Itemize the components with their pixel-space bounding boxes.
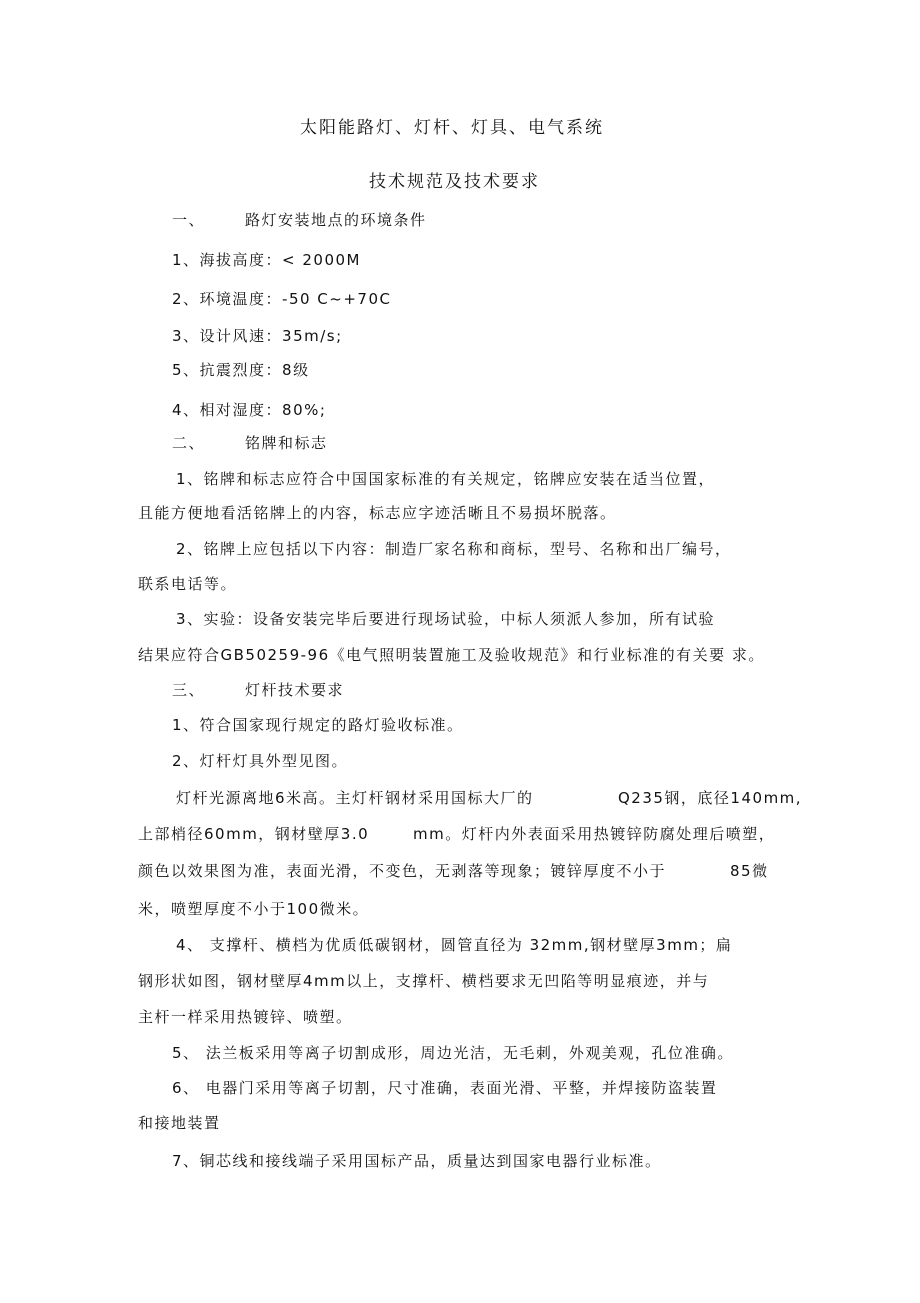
pole-spec-line-3: 颜色以效果图为准，表面光滑，不变色，无剥落等现象；镀锌厚度不小于 xyxy=(138,862,667,880)
pole-spec-line-1: 灯杆光源离地6米高。主灯杆钢材采用国标大厂的 xyxy=(176,789,534,807)
pole-item-7: 7、铜芯线和接线端子采用国标产品，质量达到国家电器行业标准。 xyxy=(172,1152,662,1170)
nameplate-para-2-line-1: 2、铭牌上应包括以下内容：制造厂家名称和商标，型号、名称和出厂编号， xyxy=(176,540,732,558)
env-item-temperature: 2、环境温度：-50 C~+70C xyxy=(172,290,392,308)
section-2-number: 二、 xyxy=(172,434,206,452)
section-3-number: 三、 xyxy=(172,681,206,699)
pole-item-5: 5、 法兰板采用等离子切割成形，周边光洁，无毛刺，外观美观，孔位准确。 xyxy=(172,1044,734,1062)
nameplate-para-3-line-1: 3、实验：设备安装完毕后要进行现场试验，中标人须派人参加，所有试验 xyxy=(176,610,716,628)
pole-item-6-line-1: 6、 电器门采用等离子切割，尺寸准确，表面光滑、平整，并焊接防盗装置 xyxy=(172,1079,718,1097)
env-item-humidity: 4、相对湿度：80%; xyxy=(172,401,327,419)
section-1-heading xyxy=(172,210,427,230)
env-item-seismic: 5、抗震烈度：8级 xyxy=(172,361,310,379)
nameplate-para-3-line-2: 结果应符合GB50259-96《电气照明装置施工及验收规范》和行业标准的有关要 求。 xyxy=(138,646,765,664)
nameplate-para-1-line-2: 且能方便地看活铭牌上的内容，标志应字迹活晰且不易损坏脱落。 xyxy=(138,504,617,522)
pole-spec-line-2: 上部梢径60mm，钢材壁厚3.0 xyxy=(138,825,370,843)
pole-item-1: 1、符合国家现行规定的路灯验收标准。 xyxy=(172,716,464,734)
pole-item-4-line-1: 4、 支撑杆、横档为优质低碳钢材，圆管直径为 32mm,钢材壁厚3mm；扁 xyxy=(176,936,733,954)
pole-item-2: 2、灯杆灯具外型见图。 xyxy=(172,752,349,770)
title-line-1: 太阳能路灯、灯杆、灯具、电气系统 xyxy=(300,118,604,138)
nameplate-para-1-line-1: 1、铭牌和标志应符合中国国家标准的有关规定，铭牌应安装在适当位置， xyxy=(176,470,716,488)
pole-item-4-line-3: 主杆一样采用热镀锌、喷塑。 xyxy=(138,1008,353,1026)
title-line-2: 技术规范及技术要求 xyxy=(369,172,540,192)
pole-spec-line-1-end: Q235钢，底径140mm, xyxy=(618,789,803,807)
pole-spec-line-4: 米，喷塑厚度不小于100微米。 xyxy=(138,900,370,918)
env-item-altitude: 1、海拔高度：< 2000M xyxy=(172,251,361,269)
pole-spec-line-2-end: mm。灯杆内外表面采用热镀锌防腐处理后喷塑， xyxy=(413,825,776,843)
pole-item-6-line-2: 和接地装置 xyxy=(138,1114,221,1132)
section-2-heading xyxy=(172,433,328,453)
section-3-title: 灯杆技术要求 xyxy=(245,681,345,699)
section-2-title: 铭牌和标志 xyxy=(245,434,328,452)
env-item-wind-speed: 3、设计风速：35m/s; xyxy=(172,327,343,345)
pole-item-4-line-2: 钢形状如图，钢材壁厚4mm以上，支撑杆、横档要求无凹陷等明显痕迹，并与 xyxy=(138,972,710,990)
nameplate-para-2-line-2: 联系电话等。 xyxy=(138,575,238,593)
section-1-title: 路灯安装地点的环境条件 xyxy=(245,211,427,229)
section-1-number: 一、 xyxy=(172,211,206,229)
section-3-heading xyxy=(172,680,344,700)
pole-spec-line-3-end: 85微 xyxy=(730,862,769,880)
